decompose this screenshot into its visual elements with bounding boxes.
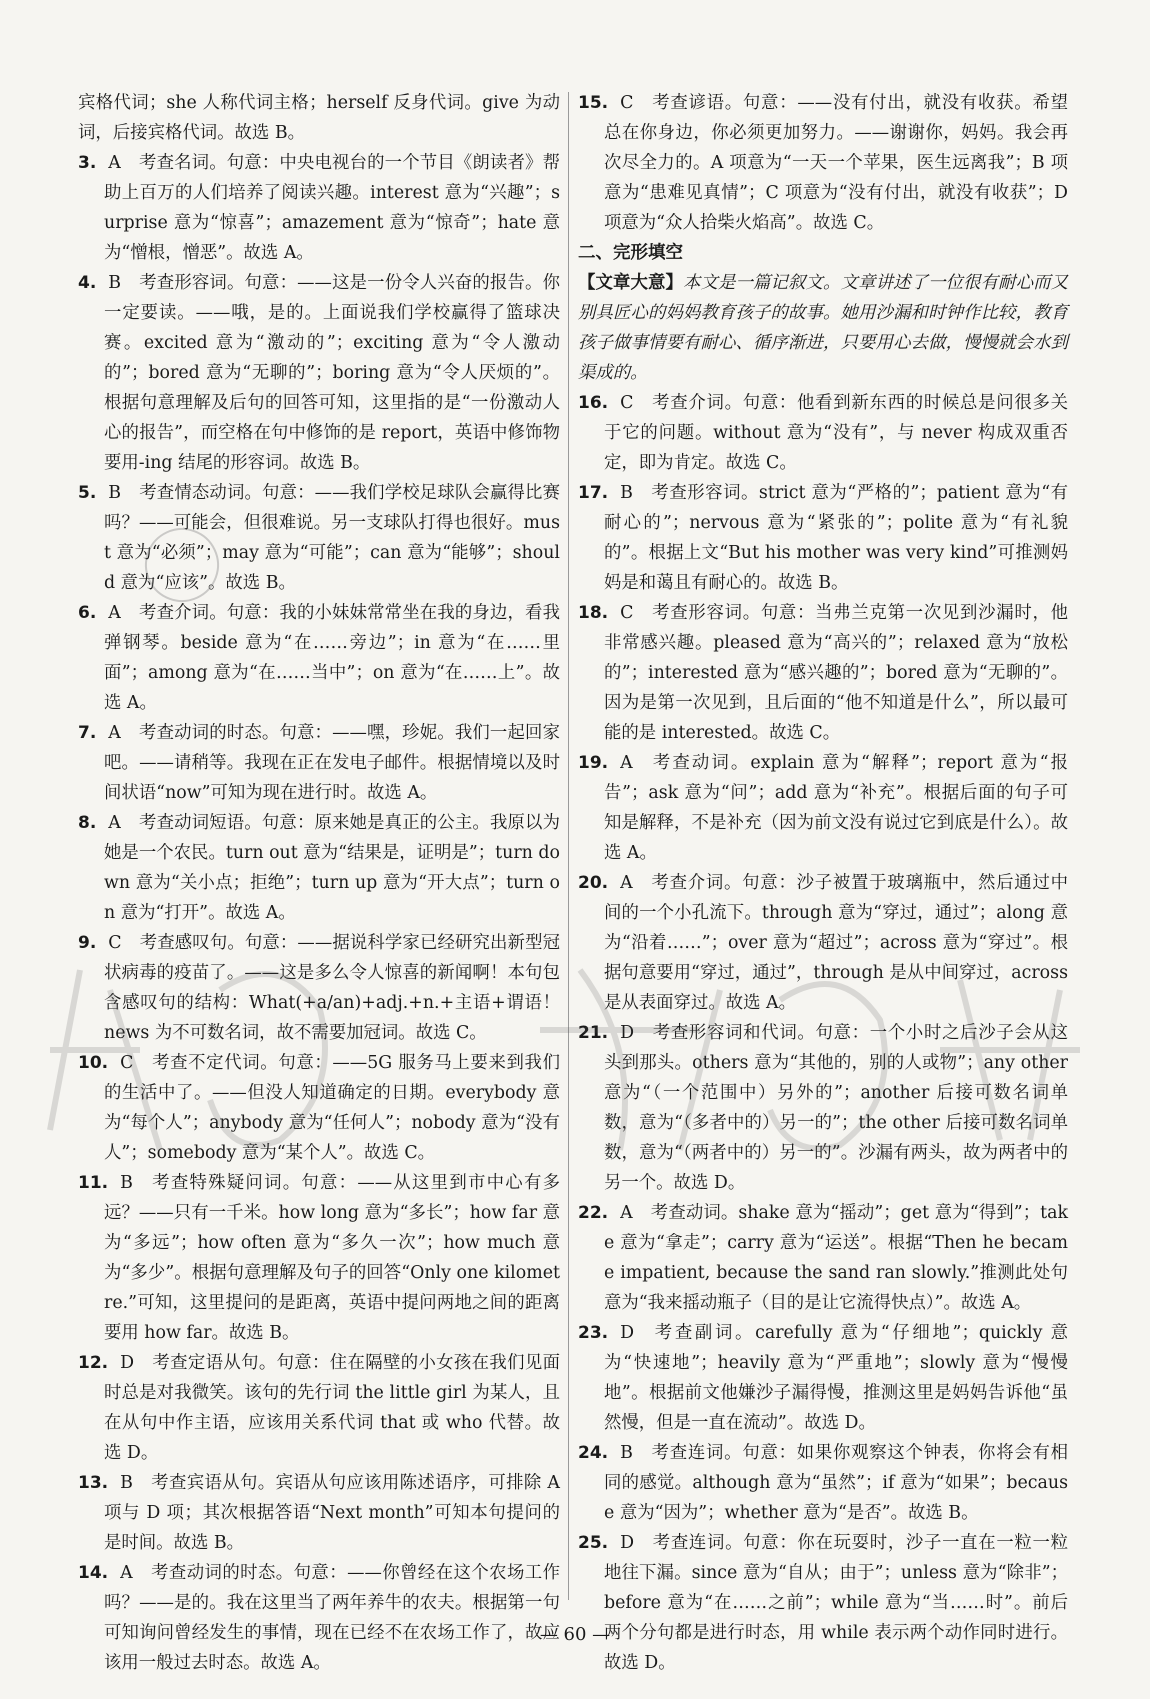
entry-19 <box>578 748 1068 868</box>
answer-letter: A <box>108 723 121 743</box>
entry-text: 考查形容词。strict 意为“严格的”；patient 意为“有耐心的”；nervous 意为“紧张的”；polite 意为“有礼貌的”。根据上文“But his mother was very kind”可推测妈妈是和蔼且有耐心的。故选 B。 <box>604 483 1068 593</box>
entry-12 <box>78 1348 560 1468</box>
entry-text: 考查动词。explain 意为“解释”；report 意为“报告”；ask 意为“问”；add 意为“补充”。根据后面的句子可知是解释，不是补充（因为前文没有说过它到底是什么）。故选 A。 <box>604 753 1068 863</box>
answer-letter: B <box>108 273 122 293</box>
entry-4 <box>78 268 560 478</box>
question-number: 22. <box>578 1203 609 1223</box>
question-number: 20. <box>578 873 609 893</box>
summary-text: 本文是一篇记叙文。文章讲述了一位很有耐心而又别具匠心的妈妈教育孩子的故事。她用沙漏和时钟作比较，教育孩子做事情要有耐心、循序渐进，只要用心去做，慢慢就会水到渠成的。 <box>578 273 1068 383</box>
entry-14 <box>78 1558 560 1678</box>
answer-letter: A <box>620 753 633 773</box>
question-number: 16. <box>578 393 609 413</box>
answer-letter: B <box>108 483 122 503</box>
page-number: — 60 — <box>539 1624 611 1645</box>
question-number: 11. <box>78 1173 109 1193</box>
answer-letter: D <box>120 1353 135 1373</box>
answer-letter: A <box>108 153 121 173</box>
question-number: 25. <box>578 1533 609 1553</box>
entry-2-continued <box>78 88 560 148</box>
question-number: 17. <box>578 483 609 503</box>
question-number: 3. <box>78 153 97 173</box>
question-number: 8. <box>78 813 97 833</box>
entry-24 <box>578 1438 1068 1528</box>
entry-16 <box>578 388 1068 478</box>
entry-6 <box>78 598 560 718</box>
answer-letter: C <box>620 393 634 413</box>
entry-17 <box>578 478 1068 598</box>
entry-text: 考查名词。句意：中央电视台的一个节目《朗读者》帮助上百万的人们培养了阅读兴趣。interest 意为“兴趣”；surprise 意为“惊喜”；amazement 意为“惊奇”；hate 意为“憎根，憎恶”。故选 A。 <box>104 153 560 263</box>
entry-3 <box>78 148 560 268</box>
question-number: 12. <box>78 1353 109 1373</box>
answer-letter: C <box>620 603 634 623</box>
question-number: 5. <box>78 483 97 503</box>
entry-text: 考查连词。句意：如果你观察这个钟表，你将会有相同的感觉。although 意为“虽然”；if 意为“如果”；because 意为“因为”；whether 意为“是否”。故选 B。 <box>604 1443 1068 1523</box>
entry-text: 考查形容词。句意：——这是一份令人兴奋的报告。你一定要读。——哦，是的。上面说我们学校赢得了篮球决赛。excited 意为“激动的”；exciting 意为“令人激动的”；bored 意为“无聊的”；boring 意为“令人厌烦的”。根据句意理解及后句的回答可知，这里指的是“一份激动人心的报告”，而空格在句中修饰的是 report，英语中修饰物要用-ing 结尾的形容词。故选 B。 <box>104 273 560 473</box>
article-summary <box>578 268 1068 388</box>
entry-text: 考查连词。句意：你在玩耍时，沙子一直在一粒一粒地往下漏。since 意为“自从；由于”；unless 意为“除非”；before 意为“在……之前”；while 意为“当……时”。前后两个分句都是进行时态，用 while 表示两个动作同时进行。故选 D。 <box>604 1533 1068 1673</box>
entry-text: 考查感叹句。句意：——据说科学家已经研究出新型冠状病毒的疫苗了。——这是多么令人惊喜的新闻啊！本句包含感叹句的结构：What(+a/an)+adj.+n.+主语+谓语！news 为不可数名词，故不需要加冠词。故选 C。 <box>104 933 560 1043</box>
answer-letter: B <box>120 1173 133 1193</box>
entry-text: 考查特殊疑问词。句意：——从这里到市中心有多远？——只有一千米。how long 意为“多长”；how far 意为“多远”；how often 意为“多久一次”；how much 意为“多少”。根据句意理解及句子的回答“Only one kilometre.”可知，这里提问的是距离，英语中提问两地之间的距离要用 how far。故选 B。 <box>104 1173 560 1343</box>
entry-text: 考查动词短语。句意：原来她是真正的公主。我原以为她是一个农民。turn out 意为“结果是，证明是”；turn down 意为“关小点；拒绝”；turn up 意为“开大点”；turn on 意为“打开”。故选 A。 <box>104 813 560 923</box>
question-number: 15. <box>578 93 609 113</box>
answer-letter: A <box>620 873 633 893</box>
entry-18 <box>578 598 1068 748</box>
entry-text: 考查介词。句意：他看到新东西的时候总是问很多关于它的问题。without 意为“没有”，与 never 构成双重否定，即为肯定。故选 C。 <box>604 393 1068 473</box>
question-number: 13. <box>78 1473 109 1493</box>
entry-22 <box>578 1198 1068 1318</box>
answer-letter: A <box>620 1203 633 1223</box>
entry-text: 考查动词的时态。句意：——你曾经在这个农场工作吗？——是的。我在这里当了两年养牛的农夫。根据第一句可知询问曾经发生的事情，现在已经不在农场工作了，故应该用一般过去时态。故选 A。 <box>104 1563 560 1673</box>
entry-text: 考查副词。carefully 意为“仔细地”；quickly 意为“快速地”；heavily 意为“严重地”；slowly 意为“慢慢地”。根据前文他嫌沙子漏得慢，推测这里是妈妈告诉他“虽然慢，但是一直在流动”。故选 D。 <box>604 1323 1068 1433</box>
entry-text: 考查形容词。句意：当弗兰克第一次见到沙漏时，他非常感兴趣。pleased 意为“高兴的”；relaxed 意为“放松的”；interested 意为“感兴趣的”；bored 意为“无聊的”。因为是第一次见到，且后面的“他不知道是什么”，所以最可能的是 interested。故选 C。 <box>604 603 1068 743</box>
question-number: 14. <box>78 1563 109 1583</box>
right-column <box>578 88 1068 1678</box>
entry-8 <box>78 808 560 928</box>
answer-letter: B <box>620 1443 633 1463</box>
entry-11 <box>78 1168 560 1348</box>
question-number: 21. <box>578 1023 609 1043</box>
entry-23 <box>578 1318 1068 1438</box>
entry-13 <box>78 1468 560 1558</box>
question-number: 24. <box>578 1443 609 1463</box>
answer-letter: C <box>620 93 634 113</box>
entry-25 <box>578 1528 1068 1678</box>
answer-letter: B <box>120 1473 133 1493</box>
answer-letter: A <box>108 603 121 623</box>
answer-letter: B <box>620 483 633 503</box>
entry-text: 考查情态动词。句意：——我们学校足球队会赢得比赛吗？——可能会，但很难说。另一支球队打得也很好。must 意为“必须”；may 意为“可能”；can 意为“能够”；should 意为“应该”。故选 B。 <box>104 483 560 593</box>
entry-21 <box>578 1018 1068 1198</box>
entry-7 <box>78 718 560 808</box>
entry-20 <box>578 868 1068 1018</box>
entry-text: 考查不定代词。句意：——5G 服务马上要来到我们的生活中了。——但没人知道确定的日期。everybody 意为“每个人”；anybody 意为“任何人”；nobody 意为“没有人”；somebody 意为“某个人”。故选 C。 <box>104 1053 560 1163</box>
column-divider <box>568 92 569 1600</box>
question-number: 19. <box>578 753 609 773</box>
entry-text: 考查定语从句。句意：住在隔壁的小女孩在我们见面时总是对我微笑。该句的先行词 the little girl 为某人，且在从句中作主语，应该用关系代词 that 或 who 代替。故选 D。 <box>104 1353 560 1463</box>
entry-text: 考查形容词和代词。句意：一个小时之后沙子会从这头到那头。others 意为“其他的，别的人或物”；any other 意为“（一个范围中）另外的”；another 后接可数名词单数，意为“（多者中的）另一的”；the other 后接可数名词单数，意为“（两者中的）另一的”。沙漏有两头，故为两者中的另一个。故选 D。 <box>604 1023 1068 1193</box>
answer-letter: A <box>120 1563 133 1583</box>
summary-tag: 【文章大意】 <box>578 273 684 293</box>
entry-text: 考查介词。句意：沙子被置于玻璃瓶中，然后通过中间的一个小孔流下。through 意为“穿过，通过”；along 意为“沿着……”；over 意为“超过”；across 意为“穿过”。根据句意要用“穿过，通过”，through 是从中间穿过，across 是从表面穿过。故选 A。 <box>604 873 1068 1013</box>
question-number: 6. <box>78 603 97 623</box>
entry-text: 考查介词。句意：我的小妹妹常常坐在我的身边，看我弹钢琴。beside 意为“在……旁边”；in 意为“在……里面”；among 意为“在……当中”；on 意为“在……上”。故选 A。 <box>104 603 560 713</box>
entry-text: 考查谚语。句意：——没有付出，就没有收获。希望总在你身边，你必须更加努力。——谢谢你，妈妈。我会再次尽全力的。A 项意为“一天一个苹果，医生远离我”；B 项意为“患难见真情”；C 项意为“没有付出，就没有收获”；D 项意为“众人拾柴火焰高”。故选 C。 <box>604 93 1068 233</box>
section-title: 二、完形填空 <box>578 243 683 263</box>
answer-letter: D <box>620 1023 635 1043</box>
entry-text: 考查动词的时态。句意：——嘿，珍妮。我们一起回家吧。——请稍等。我现在正在发电子邮件。根据情境以及时间状语“now”可知为现在进行时。故选 A。 <box>104 723 560 803</box>
question-number: 9. <box>78 933 97 953</box>
entry-text: 宾格代词；she 人称代词主格；herself 反身代词。give 为动词，后接宾格代词。故选 B。 <box>78 93 560 143</box>
entry-10 <box>78 1048 560 1168</box>
answer-letter: D <box>620 1533 635 1553</box>
entry-text: 考查宾语从句。宾语从句应该用陈述语序，可排除 A 项与 D 项；其次根据答语“Next month”可知本句提问的是时间。故选 B。 <box>104 1473 560 1553</box>
entry-9 <box>78 928 560 1048</box>
entry-text: 考查动词。shake 意为“摇动”；get 意为“得到”；take 意为“拿走”；carry 意为“运送”。根据“Then he became impatient, because the sand ran slowly.”推测此处句意为“我来摇动瓶子（目的是让它流得快点）”。故选 A。 <box>604 1203 1068 1313</box>
answer-letter: A <box>108 813 121 833</box>
answer-letter: C <box>120 1053 134 1073</box>
left-column <box>78 88 560 1678</box>
question-number: 18. <box>578 603 609 623</box>
answer-letter: D <box>620 1323 635 1343</box>
question-number: 4. <box>78 273 97 293</box>
answer-letter: C <box>108 933 122 953</box>
entry-15 <box>578 88 1068 238</box>
question-number: 23. <box>578 1323 609 1343</box>
question-number: 10. <box>78 1053 109 1073</box>
question-number: 7. <box>78 723 97 743</box>
